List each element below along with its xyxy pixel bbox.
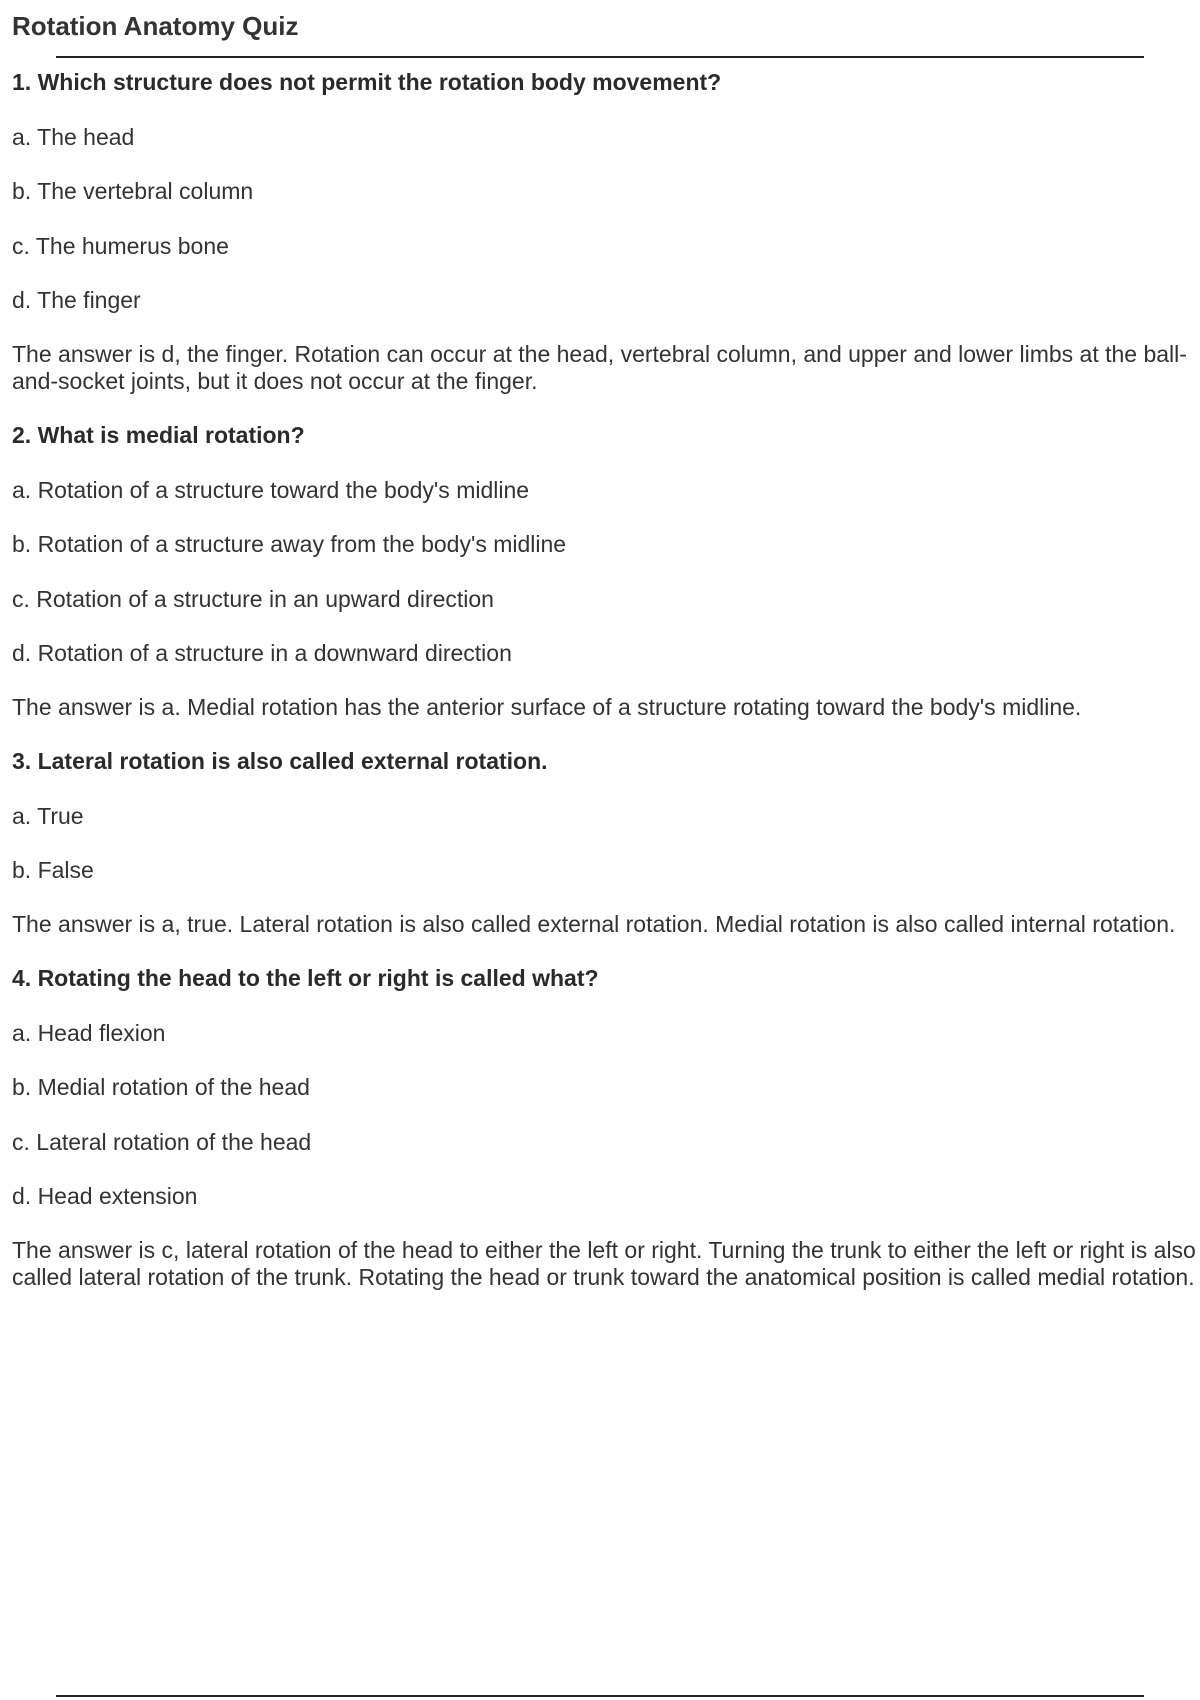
answer-option: c. Lateral rotation of the head — [12, 1128, 312, 1155]
answer-option: b. Rotation of a structure away from the body's midline — [12, 531, 567, 557]
answer-option: b. Medial rotation of the head — [12, 1074, 310, 1100]
answer-option: b. The vertebral column — [12, 178, 254, 204]
question-1 — [12, 68, 1200, 395]
answer-option: d. Head extension — [12, 1183, 198, 1209]
answer-option: a. Head flexion — [12, 1019, 166, 1046]
question-3 — [12, 747, 1200, 938]
quiz-content — [12, 68, 1200, 1317]
page-title: Rotation Anatomy Quiz — [12, 11, 299, 41]
top-divider — [56, 56, 1144, 58]
answer-option: b. False — [12, 857, 94, 883]
answer-option: d. The finger — [12, 287, 141, 313]
answer-option: c. Rotation of a structure in an upward direction — [12, 585, 494, 612]
answer-explanation: The answer is a. Medial rotation has the anterior surface of a structure rotating toward the body's midline. — [12, 693, 1082, 720]
answer-explanation: The answer is a, true. Lateral rotation is also called external rotation. Medial rotation is also called internal rotation. — [12, 910, 1176, 937]
question-prompt: 1. Which structure does not permit the rotation body movement? — [12, 69, 722, 95]
question-2 — [12, 421, 1200, 721]
question-prompt: 4. Rotating the head to the left or right is called what? — [12, 965, 599, 991]
answer-option: a. The head — [12, 123, 135, 150]
question-4 — [12, 964, 1200, 1291]
answer-explanation: The answer is c, lateral rotation of the head to either the left or right. Turning the trunk to either the left or right is also called lateral rotation of the trunk. Rotating the head or trunk toward the anatomical position is called medial rotation. — [12, 1236, 1196, 1290]
question-prompt: 2. What is medial rotation? — [12, 422, 305, 448]
answer-explanation: The answer is d, the finger. Rotation can occur at the head, vertebral column, and upper and lower limbs at the ball-and-socket joints, but it does not occur at the finger. — [12, 340, 1187, 394]
answer-option: a. True — [12, 802, 84, 829]
bottom-divider — [56, 1695, 1144, 1697]
question-prompt: 3. Lateral rotation is also called external rotation. — [12, 748, 548, 774]
answer-option: d. Rotation of a structure in a downward direction — [12, 640, 512, 666]
answer-option: c. The humerus bone — [12, 232, 229, 259]
answer-option: a. Rotation of a structure toward the body's midline — [12, 476, 530, 503]
